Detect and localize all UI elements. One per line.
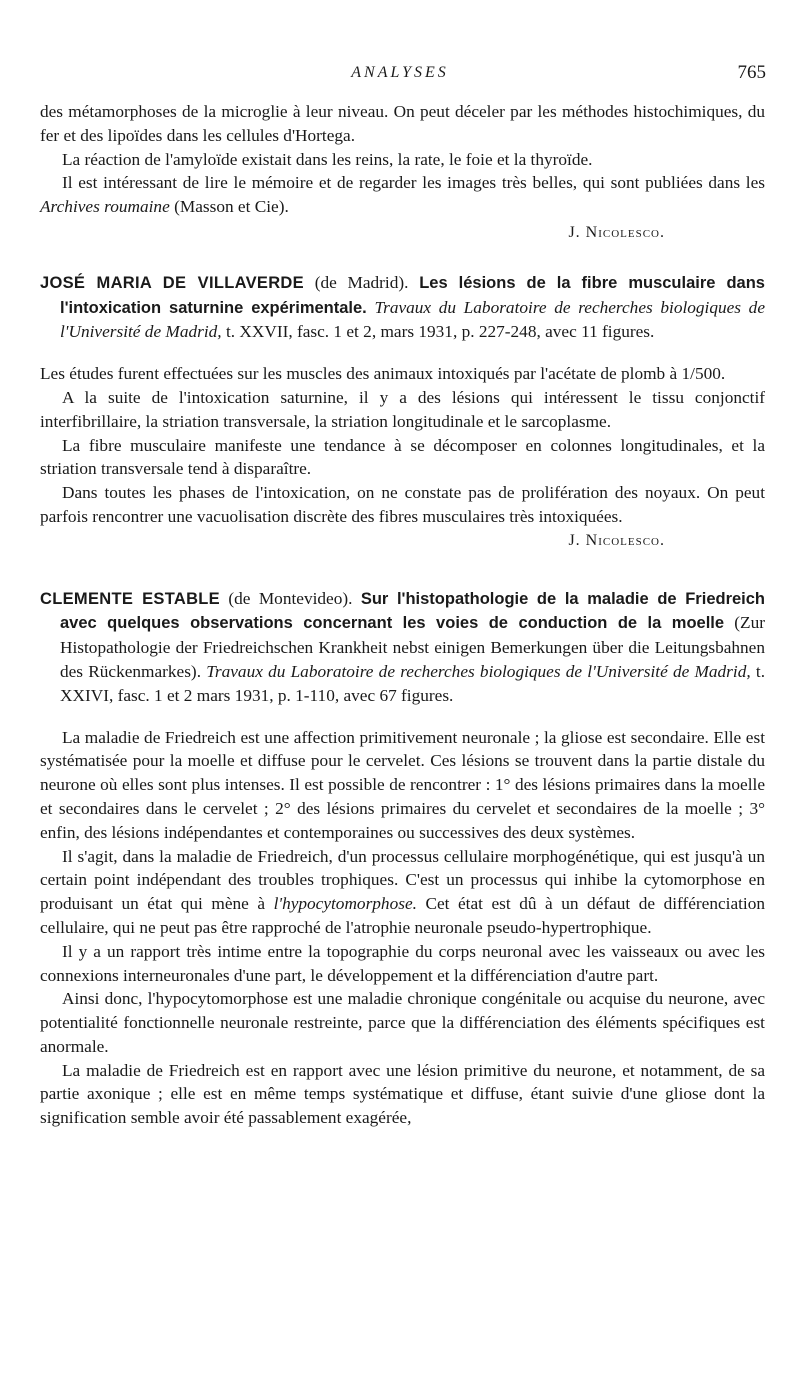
- paragraph: Dans toutes les phases de l'intoxication, on ne constate pas de prolifération des noyaux. On peut parfois rencontrer une vacuolisation discrète des fibres musculaires très intoxiquées.: [40, 483, 765, 526]
- paragraph: des métamorphoses de la microglie à leur niveau. On peut déceler par les méthodes histochimiques, du fer et des lipoïdes dans les cellules d'Hortega.: [40, 102, 765, 145]
- page-number: 765: [737, 62, 766, 83]
- paragraph: Ainsi donc, l'hypocytomorphose est une maladie chronique congénitale ou acquise du neurone, avec potentialité fonctionnelle neuronale restreinte, parce que la différenciation des éléments spécifiques est anormale.: [40, 989, 765, 1056]
- review-author: CLEMENTE ESTABLE: [40, 589, 220, 608]
- review-heading: [40, 587, 765, 708]
- paragraph: La fibre musculaire manifeste une tendance à se décomposer en colonnes longitudinales, et la striation transversale tend à disparaître.: [40, 435, 765, 479]
- paragraph: La maladie de Friedreich est une affection primitivement neuronale ; la gliose est secondaire. Elle est systématisée pour la moelle et diffuse pour le cervelet. Ces lésions se trouvent dans la partie distale du neurone où elles sont plus intenses. Il est possible de rencontrer : 1° des lésions primaires dans la moelle et secondaires dans le cervelet ; 2° des lésions primaires du cervelet et secondaires de la moelle ; 3° enfin, des lésions indépendantes et contemporaines ou successives des deux systèmes.: [40, 727, 765, 842]
- review-title: Sur l'histopathologie de la maladie de Friedreich avec quelques observations concernant les voies de conduction de la moelle: [60, 589, 766, 633]
- paragraph: Les études furent effectuées sur les muscles des animaux intoxiqués par l'acétate de plomb à 1/500.: [40, 364, 726, 384]
- review-villaverde: [40, 271, 765, 553]
- paragraph: [40, 845, 765, 940]
- paragraph: Il y a un rapport très intime entre la topographie du corps neuronal avec les vaisseaux ou avec les connexions interneuronales d'une part, le développement et la différenciation d'autre part.: [40, 941, 765, 985]
- citation: t. XXVII, fasc. 1 et 2, mars 1931, p. 227-248, avec 11 figures.: [225, 322, 655, 342]
- paragraph-text: Il s'agit, dans la maladie de Friedreich, d'un processus cellulaire morphogénétique, qui est jusqu'à un certain point indépendant des troubles trophiques. C'est un processus qui inhibe la cytomorphose en produisant un état qui mène à: [40, 846, 765, 914]
- paragraph: [40, 171, 765, 219]
- paragraph: La maladie de Friedreich est en rapport avec une lésion primitive du neurone, et notamment, de sa partie axonique ; elle est en même temps systématique et diffuse, étant suivie d'une gliose dont la signification semble avoir été passablement exagérée,: [40, 1060, 765, 1128]
- paragraph-text: Il est intéressant de lire le mémoire et de regarder les images très belles, qui sont publiées dans les: [62, 173, 765, 193]
- paragraph-text: Cet état est dû à un défaut de différenciation cellulaire, qui ne peut pas être rapproché de l'atrophie neuronale pseudo-hypertrophique.: [40, 894, 766, 937]
- review-continuation: [40, 100, 765, 245]
- review-heading: [40, 271, 765, 344]
- running-header: [0, 62, 800, 86]
- citation: t. XXIVI, fasc. 1 et 2 mars 1931, p. 1-110, avec 67 figures.: [60, 661, 766, 705]
- term: l'hypocytomorphose.: [273, 894, 417, 914]
- paragraph-text: (Masson et Cie).: [174, 197, 289, 217]
- german-title: (Zur Histopathologie der Friedreichschen Krankheit nebst einigen Bemerkungen über die Leitungsbahnen des Rückenmarkes).: [60, 613, 765, 681]
- journal-name: Archives roumaine: [40, 197, 170, 217]
- review-estable: [40, 587, 765, 1131]
- author-location: (de Madrid).: [314, 272, 409, 292]
- reviewer-signature: J. Nicolesco.: [568, 531, 665, 549]
- journal-name: Travaux du Laboratoire de recherches biologiques de l'Université de Madrid,: [60, 297, 765, 342]
- reviewer-signature: J. Nicolesco.: [568, 223, 665, 241]
- review-title: Les lésions de la fibre musculaire dans l'intoxication saturnine expérimentale.: [60, 273, 765, 317]
- author-location: (de Montevideo).: [228, 588, 353, 608]
- journal-name: Travaux du Laboratoire de recherches biologiques de l'Université de Madrid,: [206, 661, 751, 681]
- paragraph: La réaction de l'amyloïde existait dans les reins, la rate, le foie et la thyroïde.: [62, 149, 593, 169]
- paragraph: A la suite de l'intoxication saturnine, il y a des lésions qui intéressent le tissu conjonctif interfibrillaire, la striation transversale, la striation longitudinale et le sarcoplasme.: [40, 387, 765, 431]
- running-title: ANALYSES: [351, 64, 449, 81]
- page-body: [40, 100, 765, 1130]
- review-author: JOSÉ MARIA DE VILLAVERDE: [40, 273, 304, 292]
